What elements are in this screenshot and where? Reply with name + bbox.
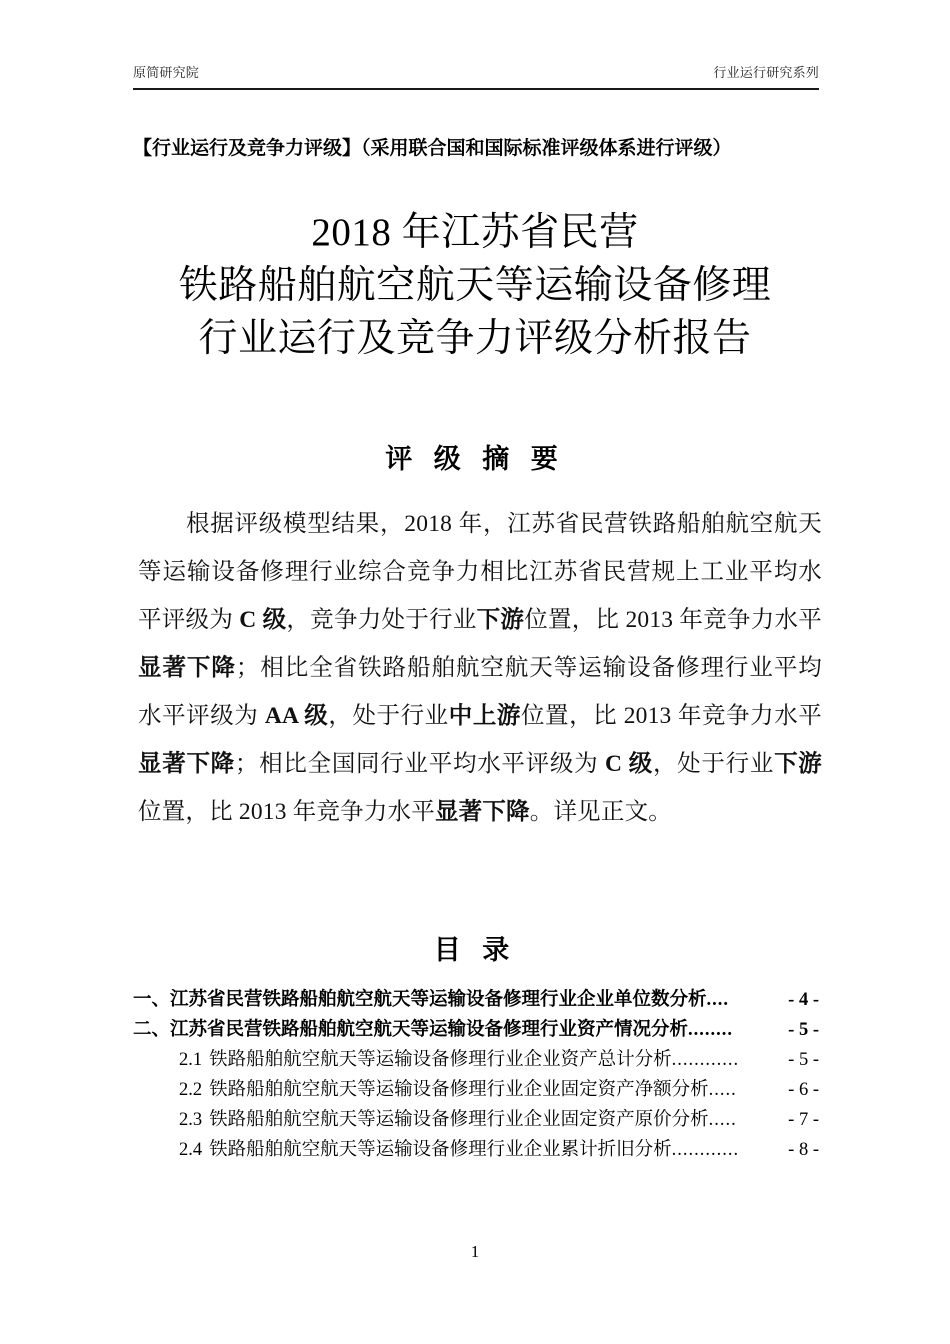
toc-entry-number: 2.2 (179, 1080, 203, 1100)
running-header (133, 64, 819, 82)
summary-emphasis: 中上游 (448, 703, 521, 729)
toc-dot-leader: ..... (708, 1110, 737, 1130)
toc-entry-number: 2.4 (179, 1140, 203, 1160)
toc-entry-title: 铁路船舶航空航天等运输设备修理行业企业资产总计分析 (209, 1050, 672, 1070)
summary-text: 。详见正文。 (529, 799, 672, 825)
summary-text: ，竞争力处于行业 (286, 607, 477, 633)
toc-page-number: - 6 - (788, 1080, 819, 1100)
toc-page-number: - 5 - (788, 1050, 819, 1070)
toc-heading: 目 录 (433, 935, 517, 965)
toc-entry[interactable] (133, 985, 819, 1015)
toc-dot-leader: ............ (671, 1140, 740, 1160)
toc-page-number: - 8 - (788, 1140, 819, 1160)
toc-dot-leader: .... (706, 990, 730, 1010)
toc-entry[interactable] (133, 1105, 819, 1135)
toc-entry-number: 一、 (133, 990, 171, 1010)
toc-entry-number: 二、 (133, 1020, 171, 1040)
toc-dot-leader: ..... (708, 1080, 737, 1100)
toc-dot-leader: ........ (688, 1020, 734, 1040)
report-kicker-line: 【行业运行及竞争力评级】（采用联合国和国际标准评级体系进行评级） (133, 138, 732, 159)
summary-text: ；相比全国同行业平均水平评级为 (234, 751, 605, 777)
summary-emphasis: 显著下降 (138, 655, 236, 681)
rating-summary-heading: 评 级 摘 要 (385, 444, 565, 474)
toc-page-number: - 4 - (788, 990, 819, 1010)
toc-entry[interactable] (133, 1045, 819, 1075)
summary-text: 位置，比 2013 年竞争力水平 (524, 607, 823, 633)
summary-text: ；相比全省铁路船舶航空航天等运输设备修理行业平均水平评级为 (138, 655, 822, 729)
summary-text: ，处于行业 (652, 751, 775, 777)
toc-entry[interactable] (133, 1135, 819, 1165)
table-of-contents (133, 985, 819, 1165)
toc-dot-leader: ............ (671, 1050, 740, 1070)
summary-emphasis: AA 级 (264, 703, 329, 729)
toc-entry-title: 江苏省民营铁路船舶航空航天等运输设备修理行业资产情况分析 (170, 1020, 689, 1040)
header-left-text: 原简研究院 (133, 65, 200, 80)
title-line-2: 铁路船舶航空航天等运输设备修理 (178, 264, 772, 307)
toc-entry-title: 铁路船舶航空航天等运输设备修理行业企业累计折旧分析 (209, 1140, 672, 1160)
rating-summary-paragraph (138, 500, 822, 836)
toc-entry-title: 铁路船舶航空航天等运输设备修理行业企业固定资产净额分析 (209, 1080, 709, 1100)
summary-emphasis: C 级 (604, 751, 653, 777)
toc-page-number: - 7 - (788, 1110, 819, 1130)
summary-emphasis: C 级 (239, 607, 287, 633)
header-divider (133, 88, 819, 90)
toc-entry[interactable] (133, 1075, 819, 1105)
header-right-text: 行业运行研究系列 (713, 65, 819, 80)
page-number: 1 (470, 1242, 480, 1261)
toc-entry-number: 2.1 (179, 1050, 203, 1070)
toc-entry-title: 铁路船舶航空航天等运输设备修理行业企业固定资产原价分析 (209, 1110, 709, 1130)
toc-entry-number: 2.3 (179, 1110, 203, 1130)
summary-emphasis: 显著下降 (434, 799, 530, 825)
summary-emphasis: 下游 (476, 607, 525, 633)
summary-text: 根据评级模型结果，2018 年，江苏省民营铁路船舶航空航天等运输设备修理行业综合竞争力相比江苏省民营规上工业平均水平评级为 (138, 511, 822, 633)
summary-text: 位置，比 2013 年竞争力水平 (138, 799, 435, 825)
toc-page-number: - 5 - (788, 1020, 819, 1040)
toc-entry-title: 江苏省民营铁路船舶航空航天等运输设备修理行业企业单位数分析 (170, 990, 707, 1010)
summary-emphasis: 下游 (774, 751, 823, 777)
title-line-3: 行业运行及竞争力评级分析报告 (198, 317, 752, 360)
toc-entry[interactable] (133, 1015, 819, 1045)
title-line-1: 2018 年江苏省民营 (311, 211, 639, 254)
summary-emphasis: 显著下降 (138, 751, 235, 777)
summary-text: ，处于行业 (328, 703, 449, 729)
document-title (0, 206, 950, 365)
summary-text: 位置，比 2013 年竞争力水平 (520, 703, 823, 729)
